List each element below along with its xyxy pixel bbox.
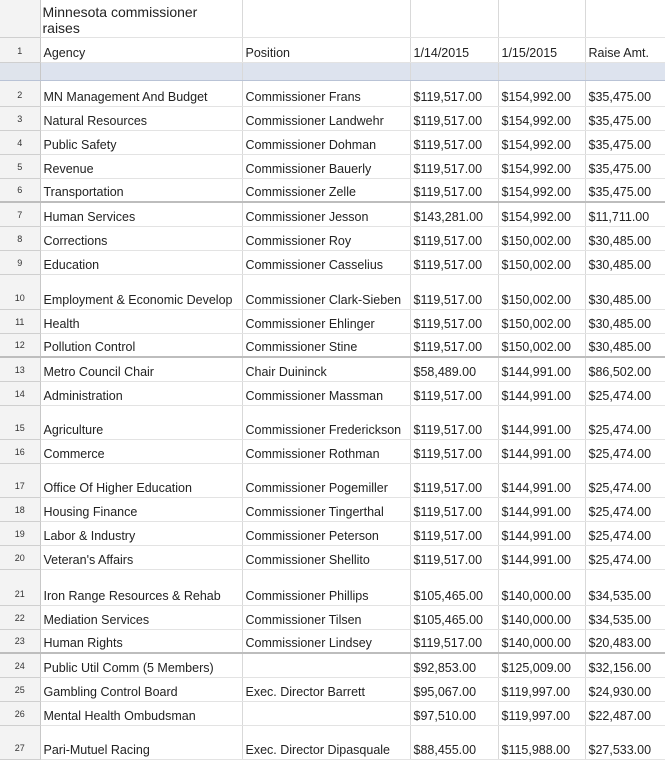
table-row — [0, 357, 665, 381]
header-new-salary[interactable]: 1/15/2015 — [498, 37, 585, 62]
raise-amount-cell[interactable]: $25,474.00 — [585, 463, 665, 497]
row-header[interactable]: 19 — [0, 521, 40, 545]
agency-cell[interactable]: Human Rights — [40, 629, 242, 653]
new-salary-cell[interactable]: $144,991.00 — [498, 545, 585, 569]
raise-amount-cell[interactable]: $35,475.00 — [585, 178, 665, 202]
table-row — [0, 106, 665, 130]
old-salary-cell[interactable]: $119,517.00 — [410, 250, 498, 274]
row-header[interactable]: 7 — [0, 202, 40, 226]
position-cell[interactable]: Commissioner Stine — [242, 333, 410, 357]
table-row — [0, 381, 665, 405]
row-header[interactable]: 4 — [0, 130, 40, 154]
raise-amount-cell[interactable]: $25,474.00 — [585, 521, 665, 545]
old-salary-cell[interactable]: $119,517.00 — [410, 106, 498, 130]
cell[interactable] — [498, 62, 585, 80]
raise-amount-cell[interactable]: $25,474.00 — [585, 381, 665, 405]
table-row — [0, 521, 665, 545]
old-salary-cell[interactable]: $119,517.00 — [410, 333, 498, 357]
row-header[interactable] — [0, 0, 40, 37]
agency-cell[interactable]: Agriculture — [40, 405, 242, 439]
header-raise[interactable]: Raise Amt. — [585, 37, 665, 62]
table-row — [0, 605, 665, 629]
raise-amount-cell[interactable]: $25,474.00 — [585, 439, 665, 463]
new-salary-cell[interactable]: $144,991.00 — [498, 357, 585, 381]
row-header[interactable]: 20 — [0, 545, 40, 569]
table-row — [0, 439, 665, 463]
raise-amount-cell[interactable]: $25,474.00 — [585, 497, 665, 521]
row-header[interactable]: 21 — [0, 569, 40, 605]
row-header[interactable]: 14 — [0, 381, 40, 405]
title-row — [0, 0, 665, 37]
position-cell[interactable]: Commissioner Ehlinger — [242, 309, 410, 333]
old-salary-cell[interactable]: $119,517.00 — [410, 439, 498, 463]
new-salary-cell[interactable]: $144,991.00 — [498, 497, 585, 521]
new-salary-cell[interactable]: $119,997.00 — [498, 677, 585, 701]
position-cell[interactable]: Commissioner Peterson — [242, 521, 410, 545]
table-row — [0, 725, 665, 759]
agency-cell[interactable]: Mental Health Ombudsman — [40, 701, 242, 725]
row-header[interactable]: 24 — [0, 653, 40, 677]
old-salary-cell[interactable]: $119,517.00 — [410, 274, 498, 309]
agency-cell[interactable]: Housing Finance — [40, 497, 242, 521]
position-cell[interactable] — [242, 653, 410, 677]
raise-amount-cell[interactable]: $30,485.00 — [585, 274, 665, 309]
new-salary-cell[interactable]: $150,002.00 — [498, 274, 585, 309]
raise-amount-cell[interactable]: $27,533.00 — [585, 725, 665, 759]
old-salary-cell[interactable]: $95,067.00 — [410, 677, 498, 701]
new-salary-cell[interactable]: $150,002.00 — [498, 309, 585, 333]
sheet-title-cell[interactable]: Minnesota commissioner raises — [40, 0, 242, 37]
new-salary-cell[interactable]: $140,000.00 — [498, 569, 585, 605]
table-row — [0, 226, 665, 250]
table-row — [0, 130, 665, 154]
new-salary-cell[interactable]: $154,992.00 — [498, 202, 585, 226]
header-position[interactable]: Position — [242, 37, 410, 62]
row-header[interactable]: 3 — [0, 106, 40, 130]
row-header[interactable]: 11 — [0, 309, 40, 333]
position-cell[interactable]: Commissioner Pogemiller — [242, 463, 410, 497]
table-row — [0, 653, 665, 677]
position-cell[interactable]: Chair Duininck — [242, 357, 410, 381]
raise-amount-cell[interactable]: $35,475.00 — [585, 130, 665, 154]
raise-amount-cell[interactable]: $25,474.00 — [585, 405, 665, 439]
raise-amount-cell[interactable]: $34,535.00 — [585, 569, 665, 605]
new-salary-cell[interactable]: $154,992.00 — [498, 80, 585, 106]
cell[interactable] — [585, 0, 665, 37]
old-salary-cell[interactable]: $119,517.00 — [410, 521, 498, 545]
table-row — [0, 309, 665, 333]
old-salary-cell[interactable]: $119,517.00 — [410, 629, 498, 653]
row-header[interactable]: 5 — [0, 154, 40, 178]
old-salary-cell[interactable]: $105,465.00 — [410, 569, 498, 605]
raise-amount-cell[interactable]: $25,474.00 — [585, 545, 665, 569]
agency-cell[interactable]: Mediation Services — [40, 605, 242, 629]
row-header[interactable]: 26 — [0, 701, 40, 725]
position-cell[interactable]: Commissioner Landwehr — [242, 106, 410, 130]
position-cell[interactable]: Commissioner Frans — [242, 80, 410, 106]
old-salary-cell[interactable]: $119,517.00 — [410, 381, 498, 405]
position-cell[interactable]: Commissioner Roy — [242, 226, 410, 250]
new-salary-cell[interactable]: $150,002.00 — [498, 333, 585, 357]
old-salary-cell[interactable]: $105,465.00 — [410, 605, 498, 629]
raise-amount-cell[interactable]: $34,535.00 — [585, 605, 665, 629]
cell[interactable] — [242, 0, 410, 37]
raise-amount-cell[interactable]: $35,475.00 — [585, 80, 665, 106]
row-header[interactable]: 6 — [0, 178, 40, 202]
position-cell[interactable]: Commissioner Dohman — [242, 130, 410, 154]
row-header[interactable]: 23 — [0, 629, 40, 653]
new-salary-cell[interactable]: $119,997.00 — [498, 701, 585, 725]
table-row — [0, 497, 665, 521]
row-header[interactable]: 13 — [0, 357, 40, 381]
row-header[interactable]: 18 — [0, 497, 40, 521]
agency-cell[interactable]: Veteran's Affairs — [40, 545, 242, 569]
agency-cell[interactable]: Pollution Control — [40, 333, 242, 357]
position-cell[interactable]: Commissioner Jesson — [242, 202, 410, 226]
table-row — [0, 569, 665, 605]
position-cell[interactable]: Commissioner Tilsen — [242, 605, 410, 629]
raise-amount-cell[interactable]: $30,485.00 — [585, 250, 665, 274]
table-row — [0, 701, 665, 725]
table-row — [0, 250, 665, 274]
table-row — [0, 274, 665, 309]
table-row — [0, 202, 665, 226]
position-cell[interactable]: Commissioner Rothman — [242, 439, 410, 463]
header-old-salary[interactable]: 1/14/2015 — [410, 37, 498, 62]
new-salary-cell[interactable]: $154,992.00 — [498, 106, 585, 130]
new-salary-cell[interactable]: $150,002.00 — [498, 250, 585, 274]
new-salary-cell[interactable]: $144,991.00 — [498, 463, 585, 497]
position-cell[interactable]: Exec. Director Dipasquale — [242, 725, 410, 759]
position-cell[interactable]: Commissioner Tingerthal — [242, 497, 410, 521]
agency-cell[interactable]: Commerce — [40, 439, 242, 463]
old-salary-cell[interactable]: $92,853.00 — [410, 653, 498, 677]
old-salary-cell[interactable]: $119,517.00 — [410, 463, 498, 497]
raise-amount-cell[interactable]: $30,485.00 — [585, 333, 665, 357]
table-row — [0, 80, 665, 106]
table-row — [0, 333, 665, 357]
agency-cell[interactable]: Gambling Control Board — [40, 677, 242, 701]
table-row — [0, 405, 665, 439]
agency-cell[interactable]: Public Util Comm (5 Members) — [40, 653, 242, 677]
raise-amount-cell[interactable]: $20,483.00 — [585, 629, 665, 653]
agency-cell[interactable]: Natural Resources — [40, 106, 242, 130]
position-cell[interactable]: Commissioner Bauerly — [242, 154, 410, 178]
new-salary-cell[interactable]: $140,000.00 — [498, 605, 585, 629]
row-header[interactable]: 17 — [0, 463, 40, 497]
raise-amount-cell[interactable]: $11,711.00 — [585, 202, 665, 226]
table-row — [0, 178, 665, 202]
agency-cell[interactable]: Office Of Higher Education — [40, 463, 242, 497]
row-header[interactable]: 27 — [0, 725, 40, 759]
agency-cell[interactable]: Metro Council Chair — [40, 357, 242, 381]
row-header[interactable]: 1 — [0, 37, 40, 62]
old-salary-cell[interactable]: $119,517.00 — [410, 80, 498, 106]
position-cell[interactable]: Commissioner Lindsey — [242, 629, 410, 653]
old-salary-cell[interactable]: $119,517.00 — [410, 226, 498, 250]
row-header[interactable]: 25 — [0, 677, 40, 701]
raise-amount-cell[interactable]: $24,930.00 — [585, 677, 665, 701]
old-salary-cell[interactable]: $119,517.00 — [410, 154, 498, 178]
position-cell[interactable]: Commissioner Zelle — [242, 178, 410, 202]
new-salary-cell[interactable]: $154,992.00 — [498, 130, 585, 154]
cell[interactable] — [410, 62, 498, 80]
new-salary-cell[interactable]: $144,991.00 — [498, 439, 585, 463]
table-row — [0, 629, 665, 653]
old-salary-cell[interactable]: $97,510.00 — [410, 701, 498, 725]
raise-amount-cell[interactable]: $32,156.00 — [585, 653, 665, 677]
row-header[interactable]: 2 — [0, 80, 40, 106]
raise-amount-cell[interactable]: $86,502.00 — [585, 357, 665, 381]
row-header[interactable]: 8 — [0, 226, 40, 250]
cell[interactable] — [40, 62, 242, 80]
agency-cell[interactable]: Iron Range Resources & Rehab — [40, 569, 242, 605]
cell[interactable] — [585, 62, 665, 80]
old-salary-cell[interactable]: $143,281.00 — [410, 202, 498, 226]
row-header[interactable]: 10 — [0, 274, 40, 309]
agency-cell[interactable]: Revenue — [40, 154, 242, 178]
agency-cell[interactable]: Pari-Mutuel Racing — [40, 725, 242, 759]
old-salary-cell[interactable]: $88,455.00 — [410, 725, 498, 759]
new-salary-cell[interactable]: $144,991.00 — [498, 381, 585, 405]
new-salary-cell[interactable]: $150,002.00 — [498, 226, 585, 250]
table-row — [0, 677, 665, 701]
new-salary-cell[interactable]: $125,009.00 — [498, 653, 585, 677]
position-cell[interactable] — [242, 701, 410, 725]
position-cell[interactable]: Commissioner Phillips — [242, 569, 410, 605]
position-cell[interactable]: Commissioner Casselius — [242, 250, 410, 274]
row-header[interactable]: 9 — [0, 250, 40, 274]
agency-cell[interactable]: Corrections — [40, 226, 242, 250]
agency-cell[interactable]: Employment & Economic Develop — [40, 274, 242, 309]
raise-amount-cell[interactable]: $30,485.00 — [585, 226, 665, 250]
position-cell[interactable]: Commissioner Frederickson — [242, 405, 410, 439]
old-salary-cell[interactable]: $119,517.00 — [410, 309, 498, 333]
position-cell[interactable]: Commissioner Clark-Sieben — [242, 274, 410, 309]
row-header[interactable]: 15 — [0, 405, 40, 439]
cell[interactable] — [410, 0, 498, 37]
agency-cell[interactable]: Human Services — [40, 202, 242, 226]
row-header[interactable]: 22 — [0, 605, 40, 629]
raise-amount-cell[interactable]: $30,485.00 — [585, 309, 665, 333]
header-row — [0, 37, 665, 62]
row-header[interactable]: 12 — [0, 333, 40, 357]
raise-amount-cell[interactable]: $35,475.00 — [585, 106, 665, 130]
position-cell[interactable]: Commissioner Shellito — [242, 545, 410, 569]
cell[interactable] — [242, 62, 410, 80]
table-row — [0, 463, 665, 497]
cell[interactable] — [498, 0, 585, 37]
agency-cell[interactable]: Education — [40, 250, 242, 274]
position-cell[interactable]: Commissioner Massman — [242, 381, 410, 405]
agency-cell[interactable]: MN Management And Budget — [40, 80, 242, 106]
new-salary-cell[interactable]: $154,992.00 — [498, 154, 585, 178]
header-agency[interactable]: Agency — [40, 37, 242, 62]
agency-cell[interactable]: Administration — [40, 381, 242, 405]
old-salary-cell[interactable]: $119,517.00 — [410, 130, 498, 154]
new-salary-cell[interactable]: $154,992.00 — [498, 178, 585, 202]
raise-amount-cell[interactable]: $35,475.00 — [585, 154, 665, 178]
row-header[interactable] — [0, 62, 40, 80]
new-salary-cell[interactable]: $115,988.00 — [498, 725, 585, 759]
selected-empty-row — [0, 62, 665, 80]
old-salary-cell[interactable]: $119,517.00 — [410, 545, 498, 569]
agency-cell[interactable]: Labor & Industry — [40, 521, 242, 545]
new-salary-cell[interactable]: $140,000.00 — [498, 629, 585, 653]
row-header[interactable]: 16 — [0, 439, 40, 463]
new-salary-cell[interactable]: $144,991.00 — [498, 405, 585, 439]
table-row — [0, 545, 665, 569]
old-salary-cell[interactable]: $119,517.00 — [410, 497, 498, 521]
old-salary-cell[interactable]: $58,489.00 — [410, 357, 498, 381]
agency-cell[interactable]: Public Safety — [40, 130, 242, 154]
agency-cell[interactable]: Health — [40, 309, 242, 333]
table-row — [0, 154, 665, 178]
old-salary-cell[interactable]: $119,517.00 — [410, 178, 498, 202]
agency-cell[interactable]: Transportation — [40, 178, 242, 202]
raise-amount-cell[interactable]: $22,487.00 — [585, 701, 665, 725]
old-salary-cell[interactable]: $119,517.00 — [410, 405, 498, 439]
position-cell[interactable]: Exec. Director Barrett — [242, 677, 410, 701]
new-salary-cell[interactable]: $144,991.00 — [498, 521, 585, 545]
